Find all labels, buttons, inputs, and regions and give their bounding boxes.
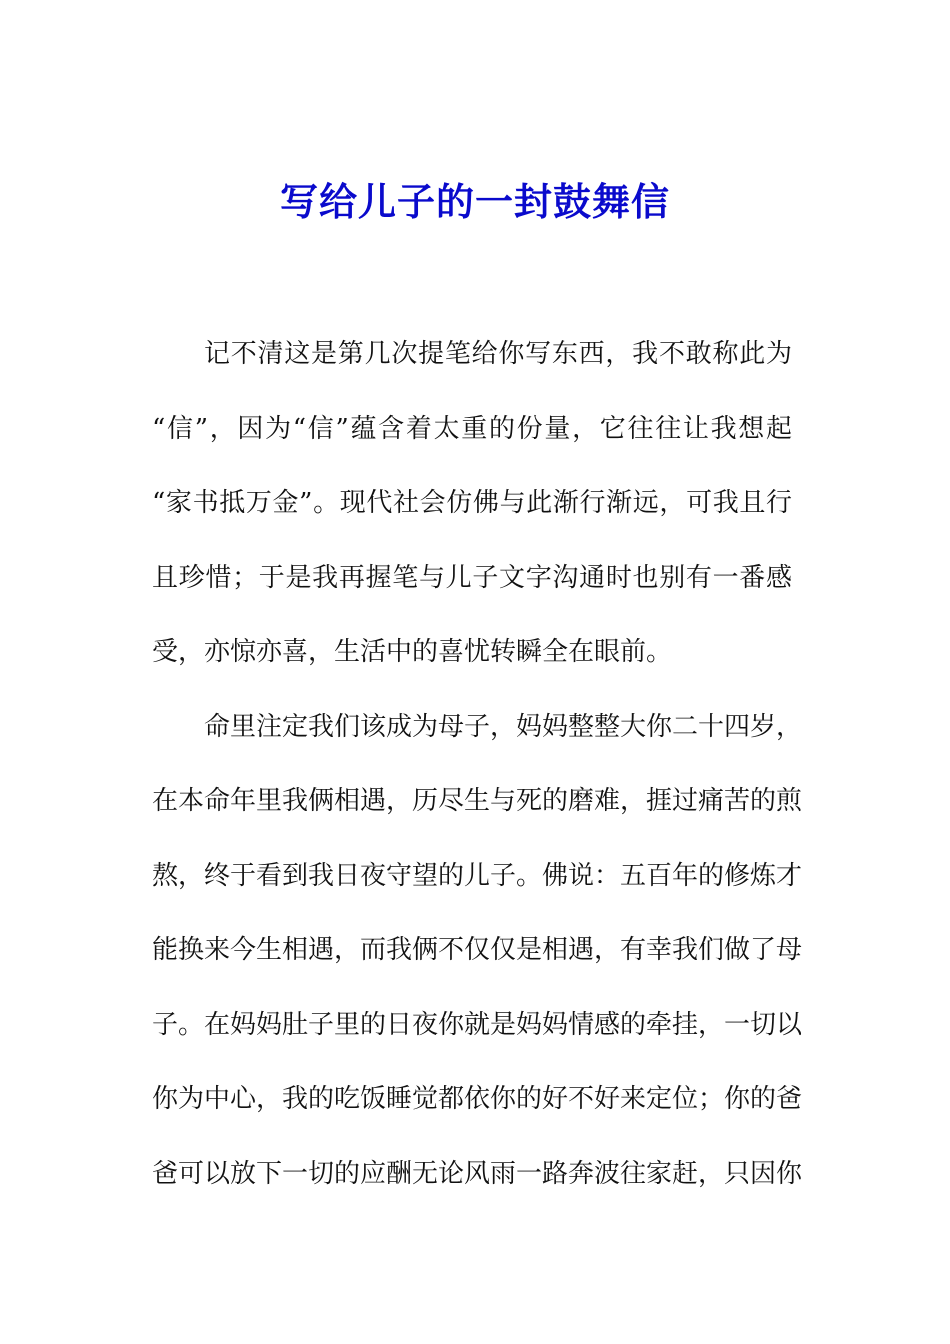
paragraph-1-line-5: 受，亦惊亦喜，生活中的喜忧转瞬全在眼前。 (152, 637, 673, 667)
document-body (152, 330, 803, 1224)
paragraph-2-line-6: 你为中心，我的吃饭睡觉都依你的好不好来定位；你的爸 (152, 1084, 803, 1114)
paragraph-1-line-3: “家书抵万金”。现代社会仿佛与此渐行渐远，可我且行 (152, 488, 792, 518)
paragraph-1-line-2: “信”，因为“信”蕴含着太重的份量，它往往让我想起 (152, 413, 792, 444)
paragraph-2-line-7: 爸可以放下一切的应酬无论风雨一路奔波往家赶，只因你 (152, 1158, 803, 1189)
paragraph-2-line-3: 熬，终于看到我日夜守望的儿子。佛说：五百年的修炼才 (152, 860, 803, 891)
paragraph-2-line-1: 命里注定我们该成为母子，妈妈整整大你二十四岁， (204, 711, 803, 742)
document-title: 写给儿子的一封鼓舞信 (279, 179, 670, 224)
paragraph-1-line-4: 且珍惜；于是我再握笔与儿子文字沟通时也别有一番感 (152, 562, 792, 593)
paragraph-2-line-5: 子。在妈妈肚子里的日夜你就是妈妈情感的牵挂，一切以 (152, 1009, 803, 1040)
paragraph-2-line-2: 在本命年里我俩相遇，历尽生与死的磨难，捱过痛苦的煎 (152, 786, 803, 816)
paragraph-2-line-4: 能换来今生相遇，而我俩不仅仅是相遇，有幸我们做了母 (152, 935, 803, 965)
paragraph-1-line-1: 记不清这是第几次提笔给你写东西，我不敢称此为 (204, 339, 792, 369)
